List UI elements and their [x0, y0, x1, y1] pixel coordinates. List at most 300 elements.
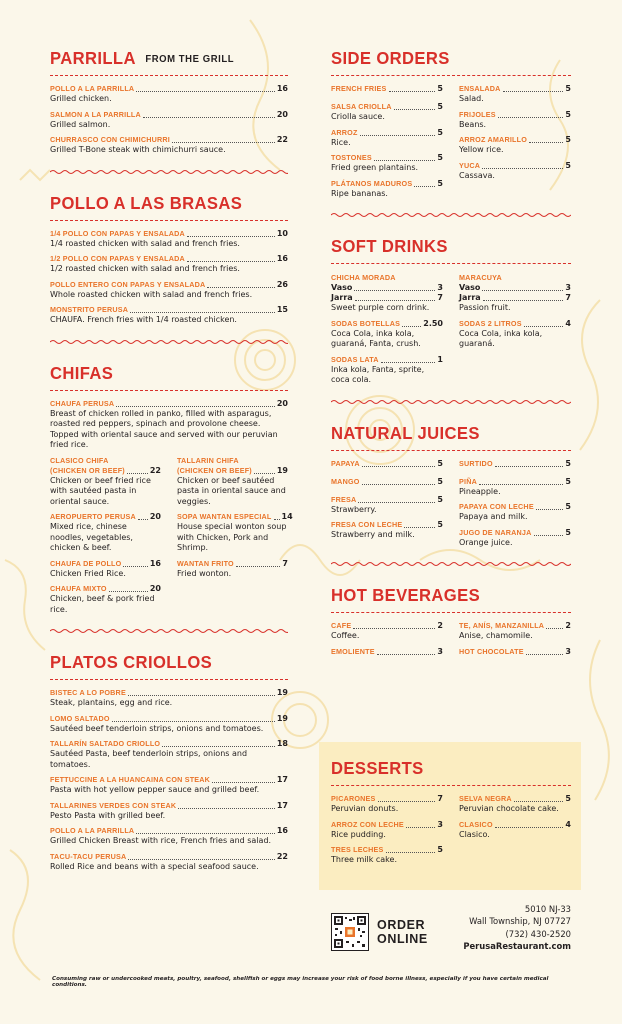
item-description: Orange juice. [459, 537, 513, 547]
item-name: SODAS LATA [331, 354, 379, 364]
menu-item [459, 794, 571, 815]
menu-item [459, 135, 571, 156]
menu-item [331, 128, 443, 149]
item-price: 15 [276, 305, 288, 314]
brasas-title: POLLO A LAS BRASAS [50, 192, 243, 213]
item-price: 5 [565, 794, 571, 803]
menu-item [331, 495, 443, 516]
size-row [459, 283, 571, 293]
divider [331, 75, 571, 76]
item-description: Rolled Rice and beans with a special seafood sauce. [50, 861, 259, 871]
item-description: Pesto Pasta with grilled beef. [50, 810, 166, 820]
item-name: MARACUYA [459, 273, 502, 282]
leader-dots [529, 142, 563, 143]
soft-right [459, 272, 571, 391]
item-price: 5 [565, 160, 571, 170]
item-price: 14 [281, 512, 293, 521]
wave-divider [331, 561, 571, 567]
order-online[interactable] [331, 913, 428, 951]
website-link[interactable]: PerusaRestaurant.com [463, 941, 571, 952]
divider [331, 612, 571, 613]
menu-item [331, 272, 443, 314]
leader-dots [116, 406, 275, 407]
hot-right [459, 621, 571, 662]
item-description: Strawberry and milk. [331, 530, 415, 539]
item-price: 7 [282, 558, 288, 568]
item-price: 3 [437, 819, 443, 829]
chifas-right [177, 455, 293, 621]
leader-dots [546, 628, 563, 629]
menu-item [50, 559, 161, 580]
item-description: Peruvian chocolate cake. [459, 804, 559, 813]
divider [331, 785, 571, 786]
item-description: Whole roasted chicken with salad and french fries. [50, 289, 253, 299]
hot-grid [331, 621, 571, 662]
left-column [50, 48, 293, 877]
chifas-left [50, 456, 161, 621]
sides-left [331, 84, 443, 204]
leader-dots [360, 135, 436, 136]
item-description: Pasta with hot yellow pepper sauce and grilled beef. [50, 785, 260, 794]
address-city: Wall Township, NJ 07727 [469, 916, 571, 927]
leader-dots [514, 801, 564, 802]
leader-dots [536, 509, 564, 510]
item-price: 16 [276, 826, 288, 835]
size-row [459, 293, 571, 303]
item-description: Rice. [331, 137, 351, 147]
item-description: Clasico. [459, 829, 490, 839]
size-label: Jarra [459, 293, 481, 302]
item-description: Sautéed beef tenderloin strips, onions and tomatoes. [50, 723, 264, 733]
item-price: 5 [565, 135, 571, 144]
leader-dots [187, 261, 275, 262]
item-name: MANGO [331, 476, 360, 486]
item-price: 7 [437, 293, 443, 302]
leader-dots [109, 591, 148, 592]
item-description: Chicken or beef sautéed pasta in oriental sauce and veggies. [177, 475, 286, 506]
leader-dots [524, 326, 564, 327]
item-price: 2 [565, 621, 571, 630]
leader-dots [378, 801, 436, 802]
item-description: Grilled chicken. [50, 94, 112, 103]
item-price: 5 [437, 178, 443, 188]
leader-dots [534, 535, 564, 536]
item-description: Salad. [459, 94, 484, 103]
item-name: SALMON A LA PARRILLA [50, 109, 141, 119]
chifas-grid [50, 455, 293, 621]
size-row [331, 293, 443, 303]
item-description: Mixed rice, chinese noodles, vegetables, chicken & beef. [50, 522, 133, 552]
menu-item [177, 559, 288, 580]
item-price: 1 [437, 354, 443, 364]
item-price: 18 [276, 739, 288, 748]
menu-item [177, 456, 288, 508]
leader-dots [143, 117, 275, 118]
address-block [463, 903, 571, 953]
size-label: Vaso [331, 283, 353, 292]
item-name: SURTIDO [459, 458, 493, 468]
menu-item [50, 739, 288, 770]
menu-item [50, 775, 288, 796]
item-price: 26 [276, 279, 288, 289]
menu-item [331, 84, 443, 94]
item-name: AEROPUERTO PERUSA [50, 512, 136, 521]
leader-dots [172, 142, 275, 143]
leader-dots [402, 326, 421, 327]
address-street: 5010 NJ-33 [524, 904, 571, 914]
size-label: Vaso [459, 283, 481, 292]
item-description: Pineapple. [459, 486, 501, 496]
wave-divider [50, 339, 288, 345]
item-name: WANTAN FRITO [177, 558, 234, 568]
item-description: Beans. [459, 119, 487, 129]
item-name: PAPAYA CON LECHE [459, 502, 534, 511]
item-price: 3 [437, 283, 443, 292]
menu-item [331, 794, 443, 815]
item-price: 17 [276, 800, 288, 810]
section-title [50, 48, 276, 69]
item-description: CHAUFA. French fries with 1/4 roasted chicken. [50, 315, 237, 324]
item-name-2: (CHICKEN OR BEEF) [50, 465, 125, 475]
leader-dots [495, 827, 564, 828]
menu-item [459, 161, 571, 182]
brasas-section [50, 193, 288, 363]
item-name: TALLARINES VERDES CON STEAK [50, 800, 177, 810]
leader-dots [130, 312, 275, 313]
desserts-grid [331, 794, 571, 871]
item-price: 5 [437, 458, 443, 468]
item-description: Fried wonton. [177, 568, 232, 578]
item-description: Rice pudding. [331, 829, 386, 839]
divider [50, 75, 288, 76]
item-name: CHAUFA DE POLLO [50, 558, 122, 568]
menu-item [50, 84, 288, 105]
item-price: 5 [565, 527, 571, 537]
menu-item [459, 272, 571, 314]
criollos-section [50, 652, 288, 872]
item-price: 5 [437, 102, 443, 111]
item-name: HOT CHOCOLATE [459, 646, 524, 656]
item-description: Strawberry. [331, 504, 377, 514]
juices-right [459, 459, 571, 554]
item-name: MONSTRITO PERUSA [50, 305, 129, 314]
leader-dots [187, 236, 275, 237]
desserts-left [331, 794, 443, 871]
item-price: 20 [149, 512, 161, 521]
menu-item [331, 153, 443, 174]
menu-item [50, 399, 288, 451]
leader-dots [479, 484, 563, 485]
item-price: 10 [276, 228, 288, 238]
menu-item [331, 845, 443, 866]
item-price: 19 [276, 688, 288, 697]
item-name: TOSTONES [331, 153, 372, 162]
item-description: Yellow rice. [459, 145, 504, 154]
item-name: TRES LECHES [331, 845, 384, 854]
divider [50, 220, 288, 221]
menu-item [331, 179, 443, 200]
item-description: Coca Cola, inka kola, guaraná. [459, 328, 543, 348]
item-name: 1/2 POLLO CON PAPAS Y ENSALADA [50, 254, 185, 263]
parrilla-subtitle: FROM THE GRILL [145, 54, 235, 65]
menu-item [50, 584, 161, 615]
item-description: Chicken, beef & pork fried rice. [50, 594, 155, 614]
item-price: 5 [565, 458, 571, 468]
item-name: YUCA [459, 160, 481, 170]
chifas-title: CHIFAS [50, 362, 114, 383]
item-name: CHURRASCO CON CHIMICHURRI [50, 135, 170, 144]
leader-dots [136, 833, 275, 834]
size-row [331, 283, 443, 293]
leader-dots [136, 91, 275, 92]
item-name: CHAUFA PERUSA [50, 398, 115, 408]
order-line-1: ORDER [377, 917, 426, 932]
item-name: CHICHA MORADA [331, 273, 396, 282]
juices-grid [331, 459, 571, 554]
leader-dots [386, 852, 436, 853]
item-name: ARROZ AMARILLO [459, 135, 528, 144]
menu-item [331, 477, 443, 487]
leader-dots [374, 160, 436, 161]
menu-item [331, 319, 443, 350]
leader-dots [138, 519, 148, 520]
criollos-title: PLATOS CRIOLLOS [50, 652, 213, 672]
item-name: TACU-TACU PERUSA [50, 851, 127, 861]
item-price: 3 [565, 283, 571, 292]
menu-item [50, 254, 288, 275]
item-price: 16 [276, 84, 288, 93]
menu-item [331, 459, 443, 469]
item-price: 22 [276, 851, 288, 861]
leader-dots [498, 117, 564, 118]
menu-item [50, 280, 288, 301]
menu-item [459, 477, 571, 498]
item-name: FRESA [331, 494, 357, 504]
item-price: 19 [276, 465, 288, 475]
menu-item [459, 110, 571, 131]
item-name: PAPAYA [331, 458, 360, 468]
menu-item [331, 820, 443, 841]
item-name: CAFE [331, 621, 352, 630]
leader-dots [362, 466, 436, 467]
item-description: Ripe bananas. [331, 188, 388, 198]
menu-item [50, 456, 161, 508]
item-description: Passion fruit. [459, 303, 511, 312]
item-price: 22 [276, 135, 288, 144]
item-description: 1/2 roasted chicken with salad and french fries. [50, 264, 240, 273]
leader-dots [162, 746, 275, 747]
menu-item [50, 512, 161, 554]
divider [331, 450, 571, 451]
leader-dots [212, 782, 275, 783]
item-price: 7 [565, 293, 571, 302]
divider [50, 390, 288, 391]
leader-dots [483, 300, 564, 301]
leader-dots [274, 519, 280, 520]
item-price: 3 [437, 646, 443, 656]
soft-grid [331, 272, 571, 391]
juices-left [331, 459, 443, 554]
menu-item [459, 528, 571, 549]
parrilla-section [50, 48, 288, 193]
menu-item [50, 801, 288, 822]
item-price: 20 [276, 109, 288, 119]
leader-dots [377, 654, 436, 655]
item-price: 20 [276, 398, 288, 408]
phone-number[interactable]: (732) 430-2520 [505, 928, 571, 939]
menu-item [459, 647, 571, 657]
item-name: FRENCH FRIES [331, 84, 387, 93]
chifas-section [50, 362, 293, 653]
leader-dots [389, 91, 436, 92]
right-column [331, 48, 571, 662]
hot-title: HOT BEVERAGES [331, 585, 481, 605]
menu-item [177, 512, 293, 554]
leader-dots [236, 566, 281, 567]
item-name: BISTEC A LO POBRE [50, 688, 126, 697]
leader-dots [381, 362, 436, 363]
divider [331, 263, 571, 264]
item-name: ENSALADA [459, 84, 501, 93]
item-price: 5 [437, 84, 443, 93]
item-description: Coffee. [331, 631, 360, 640]
disclaimer: Consuming raw or undercooked meats, poultry, seafood, shellfish or eggs may increase your risk of food borne illness, especially if you have certain medical conditions. [52, 976, 549, 988]
menu-item [331, 355, 443, 386]
item-name: SELVA NEGRA [459, 794, 512, 803]
item-price: 16 [276, 254, 288, 263]
menu-item [459, 84, 571, 105]
item-description: Inka kola, Fanta, sprite, coca cola. [331, 364, 425, 384]
item-price: 4 [565, 819, 571, 829]
menu-item [459, 319, 571, 350]
item-price: 16 [149, 558, 161, 568]
item-price: 20 [149, 584, 161, 593]
menu-item [459, 621, 571, 642]
leader-dots [254, 473, 275, 474]
leader-dots [394, 109, 436, 110]
item-description: Sautéed Pasta, beef tenderloin strips, onions and tomatoes. [50, 749, 248, 769]
item-description: Breast of chicken rolled in panko, filled with asparagus, roasted red peppers, spinach and provolone cheese. Topped with oriental sauce and served with our peruvian fried rice. [50, 408, 278, 449]
juices-title: NATURAL JUICES [331, 422, 480, 443]
leader-dots [526, 654, 564, 655]
leader-dots [495, 466, 564, 467]
item-description: Papaya and milk. [459, 512, 528, 521]
item-name: 1/4 POLLO CON PAPAS Y ENSALADA [50, 228, 185, 238]
leader-dots [362, 484, 436, 485]
item-price: 5 [437, 845, 443, 854]
leader-dots [503, 91, 564, 92]
menu-item [331, 647, 443, 657]
sides-right [459, 84, 571, 204]
menu-item [50, 826, 288, 847]
leader-dots [128, 695, 275, 696]
wave-divider [331, 212, 571, 218]
item-price: 3 [565, 646, 571, 656]
item-description: Chicken or beef fried rice with sautéed pasta in oriental sauce. [50, 475, 151, 506]
item-price: 5 [565, 476, 571, 486]
soft-drinks-section [331, 236, 571, 423]
item-name: ARROZ CON LECHE [331, 819, 404, 829]
item-name: POLLO A LA PARRILLA [50, 84, 135, 93]
item-price: 4 [565, 318, 571, 328]
leader-dots [355, 300, 436, 301]
wave-divider [50, 628, 288, 634]
item-price: 2 [437, 621, 443, 630]
leader-dots [207, 287, 274, 288]
item-description: Three milk cake. [331, 855, 397, 864]
menu-item [459, 502, 571, 523]
wave-divider [331, 399, 571, 405]
item-price: 19 [276, 713, 288, 723]
item-price: 7 [437, 794, 443, 803]
menu-item [50, 135, 288, 156]
item-price: 2.50 [423, 318, 443, 328]
desserts-title: DESSERTS [331, 758, 424, 778]
item-name: SOPA WANTAN ESPECIAL [177, 512, 272, 521]
menu-item [331, 102, 443, 123]
leader-dots [354, 290, 435, 291]
menu-item [459, 459, 571, 469]
order-online-label[interactable] [377, 918, 428, 947]
item-description: Steak, plantains, egg and rice. [50, 698, 173, 707]
item-name: PIÑA [459, 476, 477, 486]
item-name: TALLARIN CHIFA [177, 455, 239, 465]
leader-dots [358, 502, 435, 503]
leader-dots [353, 628, 435, 629]
item-name: ARROZ [331, 127, 358, 137]
order-line-2: ONLINE [377, 932, 428, 946]
item-price: 5 [437, 476, 443, 486]
item-name: CLASICO CHIFA [50, 455, 109, 465]
item-description: Criolla sauce. [331, 112, 385, 121]
leader-dots [482, 290, 563, 291]
item-name: TE, ANÍS, MANZANILLA [459, 621, 545, 630]
menu-item [50, 852, 288, 873]
menu-item [50, 229, 288, 250]
item-price: 5 [437, 494, 443, 504]
item-name: LOMO SALTADO [50, 713, 110, 723]
hot-beverages-section [331, 585, 571, 662]
leader-dots [128, 859, 274, 860]
item-price: 22 [149, 465, 161, 475]
item-price: 5 [437, 127, 443, 137]
item-description: 1/4 roasted chicken with salad and french fries. [50, 238, 240, 248]
leader-dots [178, 808, 275, 809]
soft-left [331, 272, 443, 391]
item-name: EMOLIENTE [331, 646, 375, 656]
wave-divider [50, 169, 288, 175]
item-description: Sweet purple corn drink. [331, 303, 430, 312]
sides-grid [331, 84, 571, 204]
item-name: CLASICO [459, 819, 493, 829]
soft-title: SOFT DRINKS [331, 236, 448, 256]
item-name: JUGO DE NARANJA [459, 527, 532, 537]
leader-dots [482, 168, 563, 169]
item-description: House special wonton soup with Chicken, Pork and Shrimp. [177, 522, 287, 552]
menu-item [50, 688, 288, 709]
menu-item [50, 110, 288, 131]
desserts-right [459, 794, 571, 871]
item-name: PLÁTANOS MADUROS [331, 178, 413, 188]
item-description: Cassava. [459, 170, 495, 180]
hot-left [331, 621, 443, 662]
item-name: FETTUCCINE A LA HUANCAINA CON STEAK [50, 775, 211, 784]
item-name: PICARONES [331, 794, 376, 803]
qr-code-icon[interactable] [331, 913, 369, 951]
parrilla-title: PARRILLA [50, 48, 136, 68]
item-name: SALSA CRIOLLA [331, 102, 392, 111]
item-price: 5 [437, 520, 443, 529]
